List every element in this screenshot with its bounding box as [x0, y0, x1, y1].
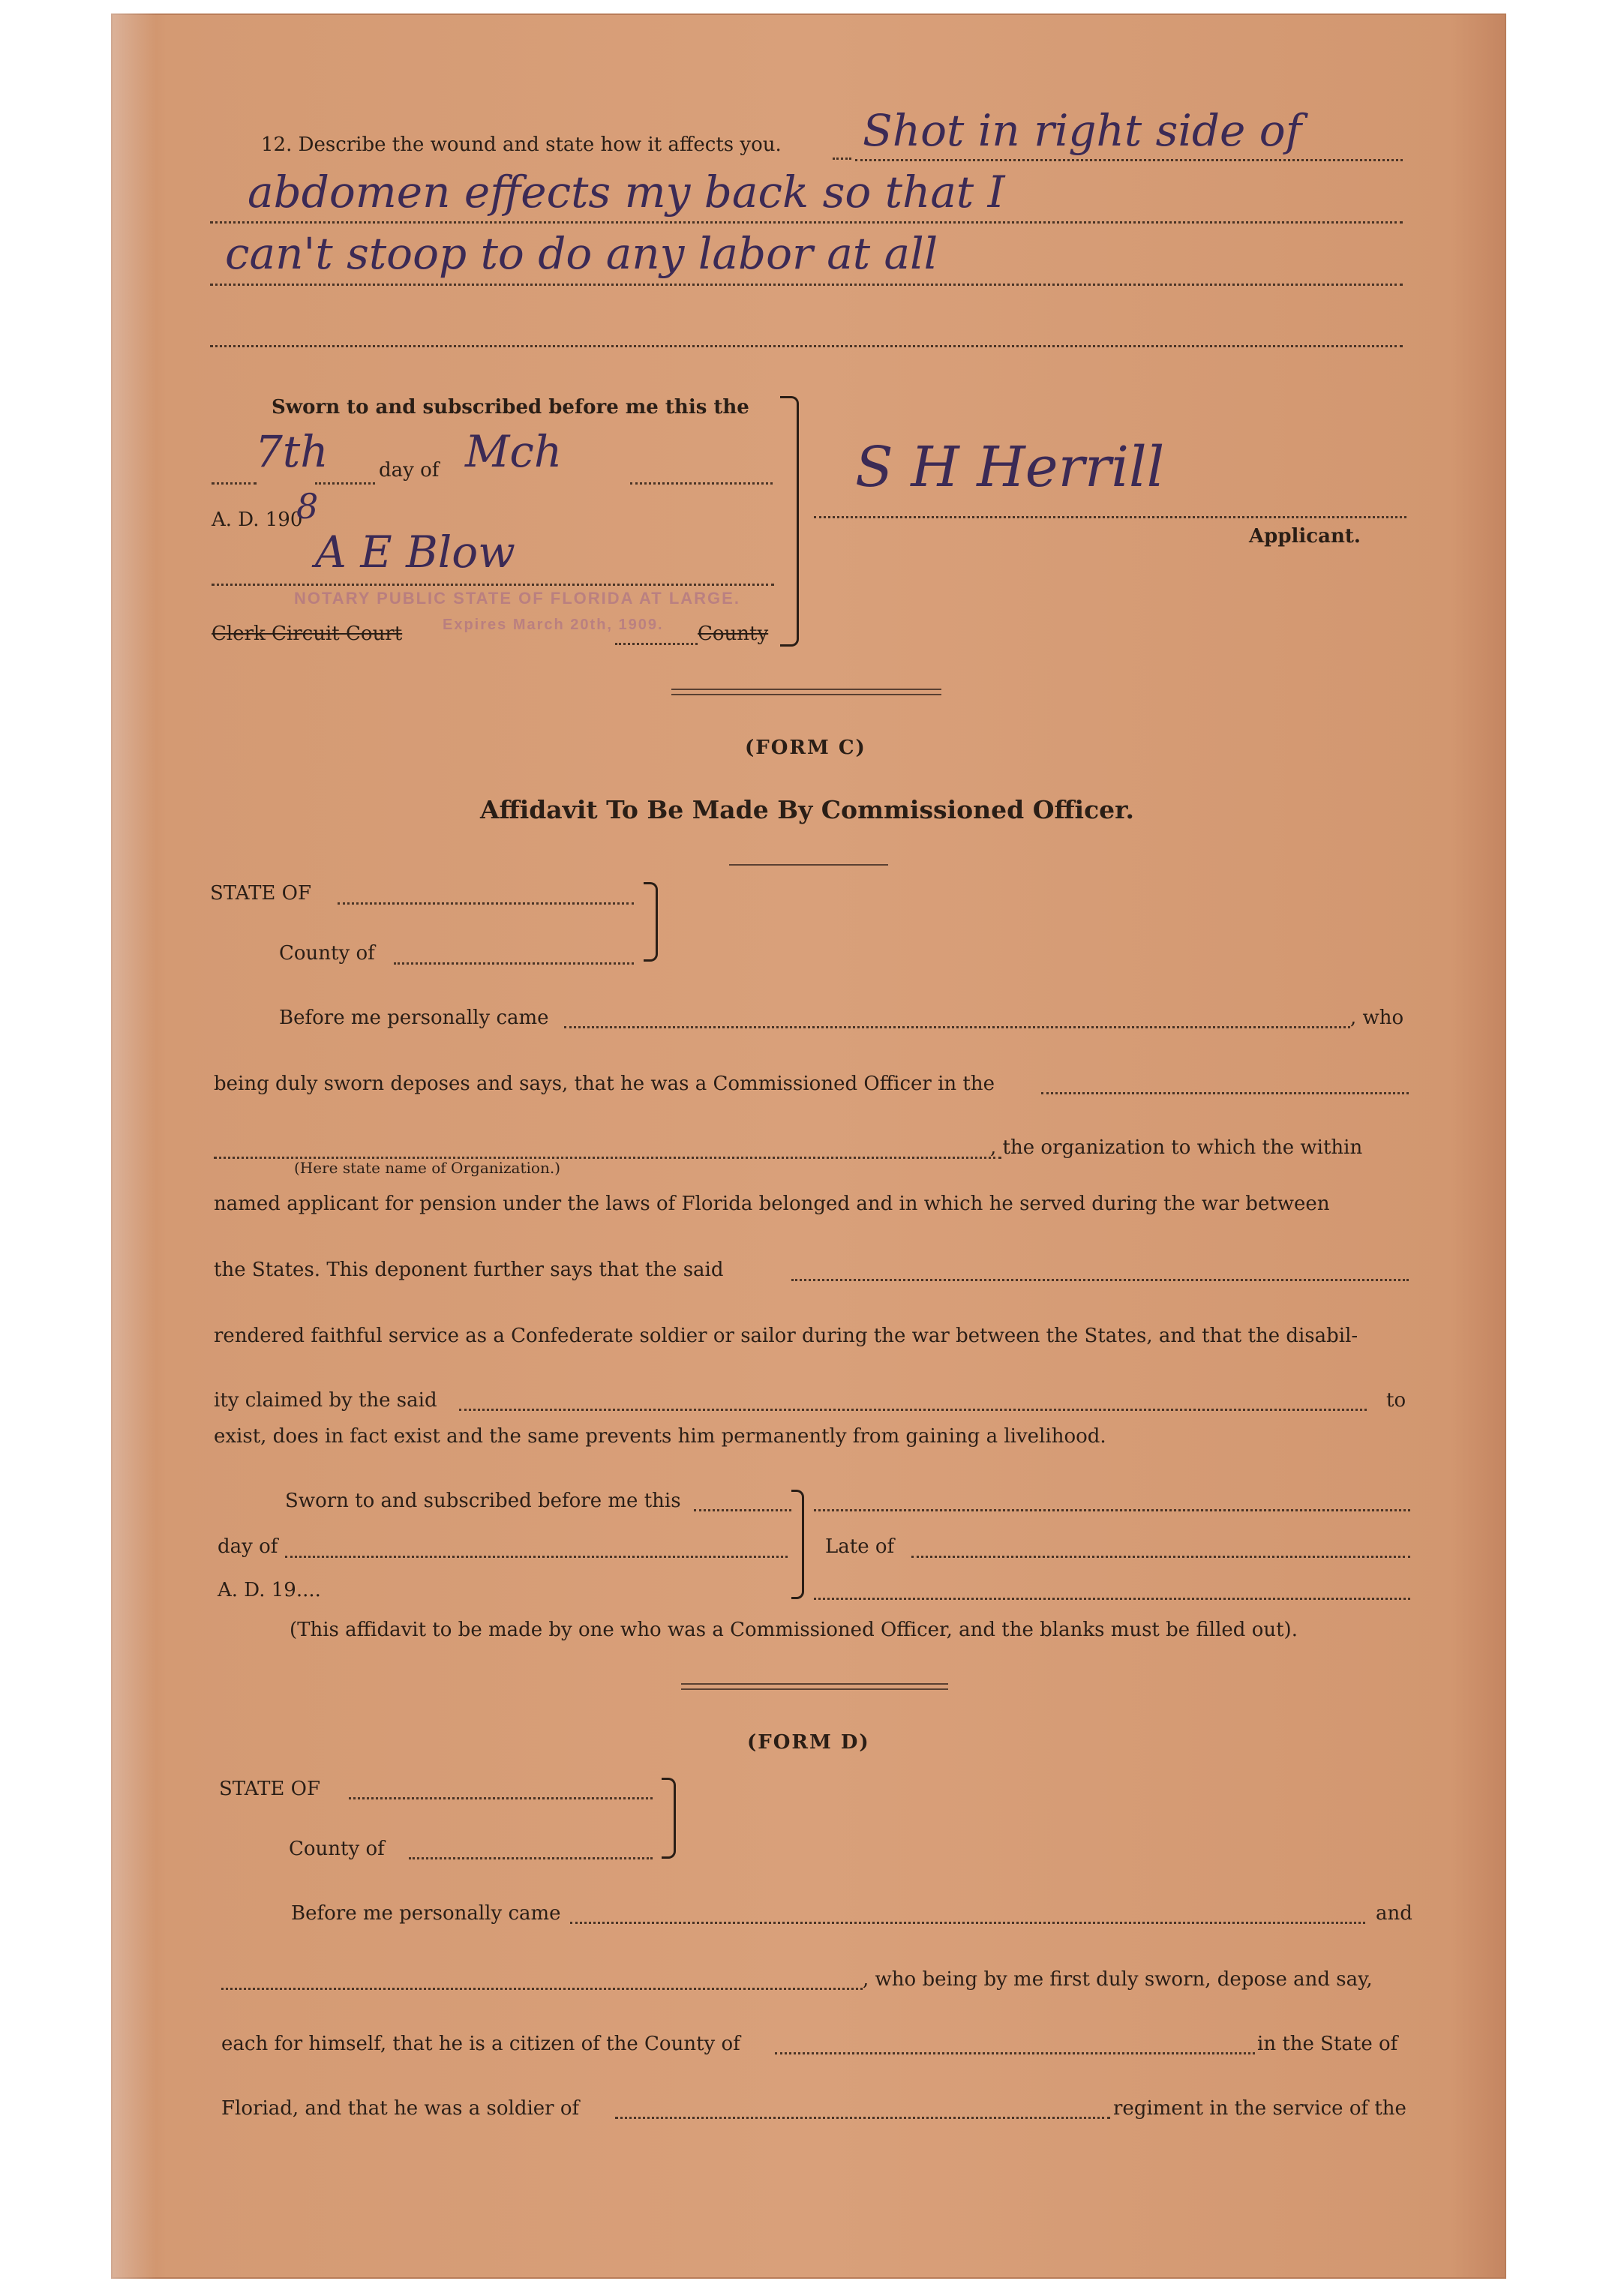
dotted-line: [791, 1279, 1409, 1281]
form-c-ad19: A. D. 19....: [218, 1579, 321, 1601]
dotted-line: [814, 516, 1406, 518]
dotted-line: [814, 1509, 1410, 1511]
dotted-line: [394, 962, 634, 965]
form-c-title: Affidavit To Be Made By Commissioned Officer.: [480, 795, 1135, 824]
dotted-line: [1041, 1092, 1409, 1094]
form-d-line1: Before me personally came: [291, 1902, 561, 1925]
form-c-sworn: Sworn to and subscribed before me this: [285, 1490, 681, 1512]
form-c-county-label: County of: [279, 942, 375, 965]
dotted-line: [212, 584, 774, 586]
q12-label: 12. Describe the wound and state how it affects you.: [261, 134, 782, 156]
dotted-line: [814, 1598, 1410, 1600]
dotted-line: [210, 284, 1403, 286]
brace: [791, 1490, 804, 1599]
paper-fold-shadow: [111, 14, 156, 2279]
dotted-line: [630, 482, 773, 485]
dotted-line: [315, 482, 375, 485]
ad-label: A. D. 190: [212, 509, 303, 531]
form-c-line1: Before me personally came: [279, 1007, 549, 1029]
divider-rule: [681, 1688, 948, 1690]
divider-rule: [671, 694, 941, 695]
notary-stamp: NOTARY PUBLIC STATE OF FLORIDA AT LARGE.: [294, 589, 740, 608]
month-value: Mch: [465, 426, 563, 477]
form-c-line6: rendered faithful service as a Confederate soldier or sailor during the war between the States, and that the disabil-: [214, 1325, 1358, 1347]
day-of-label: day of: [379, 459, 440, 482]
dotted-line: [349, 1797, 653, 1799]
form-c-line7: ity claimed by the said: [214, 1389, 437, 1412]
county-label: County: [698, 623, 769, 645]
clerk-label: Clerk Circuit Court: [212, 623, 403, 645]
dotted-line: [833, 158, 851, 160]
form-c-line1-end: , who: [1350, 1007, 1404, 1029]
form-d-line1-end: and: [1376, 1902, 1412, 1925]
dotted-line: [338, 902, 634, 905]
form-d-state-label: STATE OF: [219, 1778, 321, 1800]
form-c-day-of: day of: [218, 1535, 278, 1558]
divider-rule: [671, 689, 941, 690]
applicant-label: Applicant.: [1249, 525, 1361, 548]
dotted-line: [615, 2117, 1110, 2119]
notary-signature: A E Blow: [315, 527, 515, 578]
dotted-line: [775, 2052, 1255, 2054]
sworn-line: Sworn to and subscribed before me this the: [272, 396, 749, 419]
year-value: 8: [296, 486, 319, 527]
q12-answer-line3: can't stoop to do any labor at all: [225, 228, 938, 279]
form-c-line2: being duly sworn deposes and says, that he was a Commissioned Officer in the: [214, 1073, 995, 1095]
dotted-line: [409, 1857, 653, 1859]
dotted-line: [459, 1409, 1367, 1411]
form-d-line3: each for himself, that he is a citizen of the County of: [221, 2033, 740, 2055]
dotted-line: [855, 159, 1403, 161]
form-d-line3-end: in the State of: [1257, 2033, 1398, 2055]
divider-rule: [681, 1683, 948, 1685]
notary-stamp-expiry: Expires March 20th, 1909.: [443, 617, 664, 633]
dotted-line: [221, 1988, 863, 1990]
form-c-late-of: Late of: [825, 1535, 895, 1558]
form-c-line5: the States. This deponent further says that the said: [214, 1259, 724, 1281]
brace: [644, 882, 658, 962]
dotted-line: [210, 221, 1403, 224]
dotted-line: [210, 345, 1403, 347]
brace: [780, 396, 799, 647]
dotted-line: [570, 1922, 1365, 1924]
form-d-county-label: County of: [289, 1838, 385, 1860]
form-c-line3-hint: (Here state name of Organization.): [294, 1159, 560, 1177]
divider-rule: [729, 864, 888, 866]
form-c-line8: exist, does in fact exist and the same prevents him permanently from gaining a livelihood.: [214, 1425, 1106, 1448]
form-d-line4-end: regiment in the service of the: [1113, 2097, 1406, 2120]
dotted-line: [285, 1556, 788, 1558]
day-value: 7th: [255, 426, 329, 477]
form-c-state-label: STATE OF: [210, 882, 312, 905]
form-d-label: (FORM D): [747, 1731, 870, 1754]
form-d-line2-end: , who being by me first duly sworn, depose and say,: [863, 1968, 1373, 1991]
dotted-line: [564, 1026, 1350, 1028]
dotted-line: [911, 1556, 1410, 1558]
q12-answer-line2: abdomen effects my back so that I: [248, 167, 1005, 218]
form-c-line3-end: , the organization to which the within: [990, 1136, 1363, 1159]
form-c-line4: named applicant for pension under the laws of Florida belonged and in which he served during the war between: [214, 1193, 1330, 1215]
form-c-label: (FORM C): [745, 737, 866, 759]
brace: [662, 1778, 676, 1859]
form-d-line4: Floriad, and that he was a soldier of: [221, 2097, 580, 2120]
applicant-signature: S H Herrill: [855, 435, 1165, 500]
form-c-note: (This affidavit to be made by one who was a Commissioned Officer, and the blanks must be filled out).: [290, 1619, 1298, 1641]
form-c-line7-end: to: [1386, 1389, 1406, 1412]
dotted-line: [694, 1509, 791, 1511]
dotted-line: [212, 482, 257, 485]
q12-answer-line1: Shot in right side of: [863, 105, 1302, 156]
dotted-line: [615, 643, 698, 645]
